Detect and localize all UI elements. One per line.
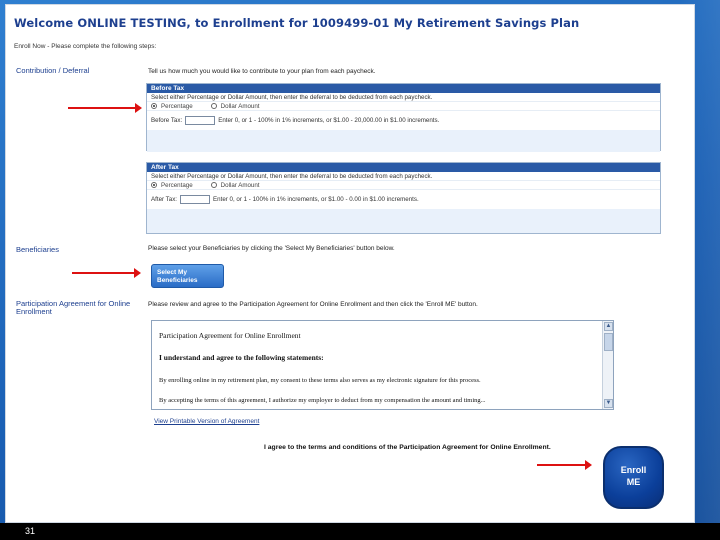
before-tax-field-row <box>147 111 660 130</box>
beneficiaries-description: Please select your Beneficiaries by clicking the 'Select My Beneficiaries' button below. <box>148 245 395 252</box>
select-beneficiaries-line2: Beneficiaries <box>157 277 198 284</box>
agreement-statement-1: By enrolling online in my retirement plan, my consent to these terms also serves as my electronic signature for this process. <box>159 377 481 384</box>
scroll-thumb[interactable] <box>604 333 613 351</box>
after-tax-field-row <box>147 190 660 209</box>
after-tax-dollar-radio[interactable] <box>211 182 217 188</box>
agreement-description: Please review and agree to the Participation Agreement for Online Enrollment and then click the 'Enroll ME' button. <box>148 301 478 308</box>
before-tax-percentage-radio[interactable] <box>151 103 157 109</box>
before-tax-percentage-label: Percentage <box>161 102 193 110</box>
select-beneficiaries-line1: Select My <box>157 269 187 276</box>
agreement-label: Participation Agreement for Online Enrollment <box>16 299 131 316</box>
after-tax-percentage-label: Percentage <box>161 181 193 189</box>
after-tax-percentage-radio[interactable] <box>151 182 157 188</box>
after-tax-options <box>147 181 660 190</box>
contribution-description: Tell us how much you would like to contribute to your plan from each paycheck. <box>148 68 376 75</box>
before-tax-options <box>147 102 660 111</box>
after-tax-input[interactable] <box>180 195 210 204</box>
agree-statement: I agree to the terms and conditions of the Participation Agreement for Online Enrollment. <box>264 444 551 451</box>
after-tax-instruction: Select either Percentage or Dollar Amount, then enter the deferral to be deducted from each paycheck. <box>147 172 660 181</box>
before-tax-field-hint: Enter 0, or 1 - 100% in 1% increments, or $1.00 - 20,000.00 in $1.00 increments. <box>218 117 440 124</box>
red-arrow-icon <box>72 272 139 274</box>
printable-agreement-link[interactable]: View Printable Version of Agreement <box>154 418 260 425</box>
after-tax-panel <box>146 162 661 234</box>
scroll-up-icon[interactable]: ▲ <box>605 323 612 329</box>
enroll-button-line2: ME <box>626 477 641 487</box>
before-tax-panel <box>146 83 661 151</box>
after-tax-header: After Tax <box>147 163 660 172</box>
enroll-button-line1: Enroll <box>620 465 647 475</box>
slide-footer <box>0 523 720 540</box>
panel-filler <box>147 130 660 152</box>
enrollment-page <box>5 4 695 523</box>
beneficiaries-label: Beneficiaries <box>16 245 59 254</box>
before-tax-dollar-radio[interactable] <box>211 103 217 109</box>
agreement-box-title: Participation Agreement for Online Enrollment <box>159 331 301 340</box>
page-title: Welcome ONLINE TESTING, to Enrollment for 1009499-01 My Retirement Savings Plan <box>14 16 580 30</box>
agreement-statement-heading: I understand and agree to the following statements: <box>159 353 324 362</box>
agreement-statement-2: By accepting the terms of this agreement, I authorize my employer to deduct from my compensation the amount and timing... <box>159 397 486 404</box>
before-tax-field-label: Before Tax: <box>151 117 183 124</box>
red-arrow-icon <box>68 107 140 109</box>
enroll-me-button[interactable] <box>603 446 664 509</box>
after-tax-field-hint: Enter 0, or 1 - 100% in 1% increments, or $1.00 - 0.00 in $1.00 increments. <box>213 196 419 203</box>
before-tax-dollar-label: Dollar Amount <box>220 102 260 110</box>
red-arrow-icon <box>537 464 590 466</box>
panel-filler <box>147 209 660 233</box>
agreement-textbox[interactable] <box>151 320 614 410</box>
select-beneficiaries-button[interactable] <box>151 264 224 288</box>
before-tax-input[interactable] <box>185 116 215 125</box>
after-tax-field-label: After Tax: <box>151 196 178 203</box>
slide-number: 31 <box>25 526 36 536</box>
before-tax-header: Before Tax <box>147 84 660 93</box>
before-tax-instruction: Select either Percentage or Dollar Amount, then enter the deferral to be deducted from each paycheck. <box>147 93 660 102</box>
agreement-scrollbar[interactable] <box>602 321 613 409</box>
scroll-down-icon[interactable]: ▼ <box>605 400 612 406</box>
intro-text: Enroll Now - Please complete the following steps: <box>14 43 157 50</box>
after-tax-dollar-label: Dollar Amount <box>220 181 260 189</box>
contribution-label: Contribution / Deferral <box>16 66 90 75</box>
